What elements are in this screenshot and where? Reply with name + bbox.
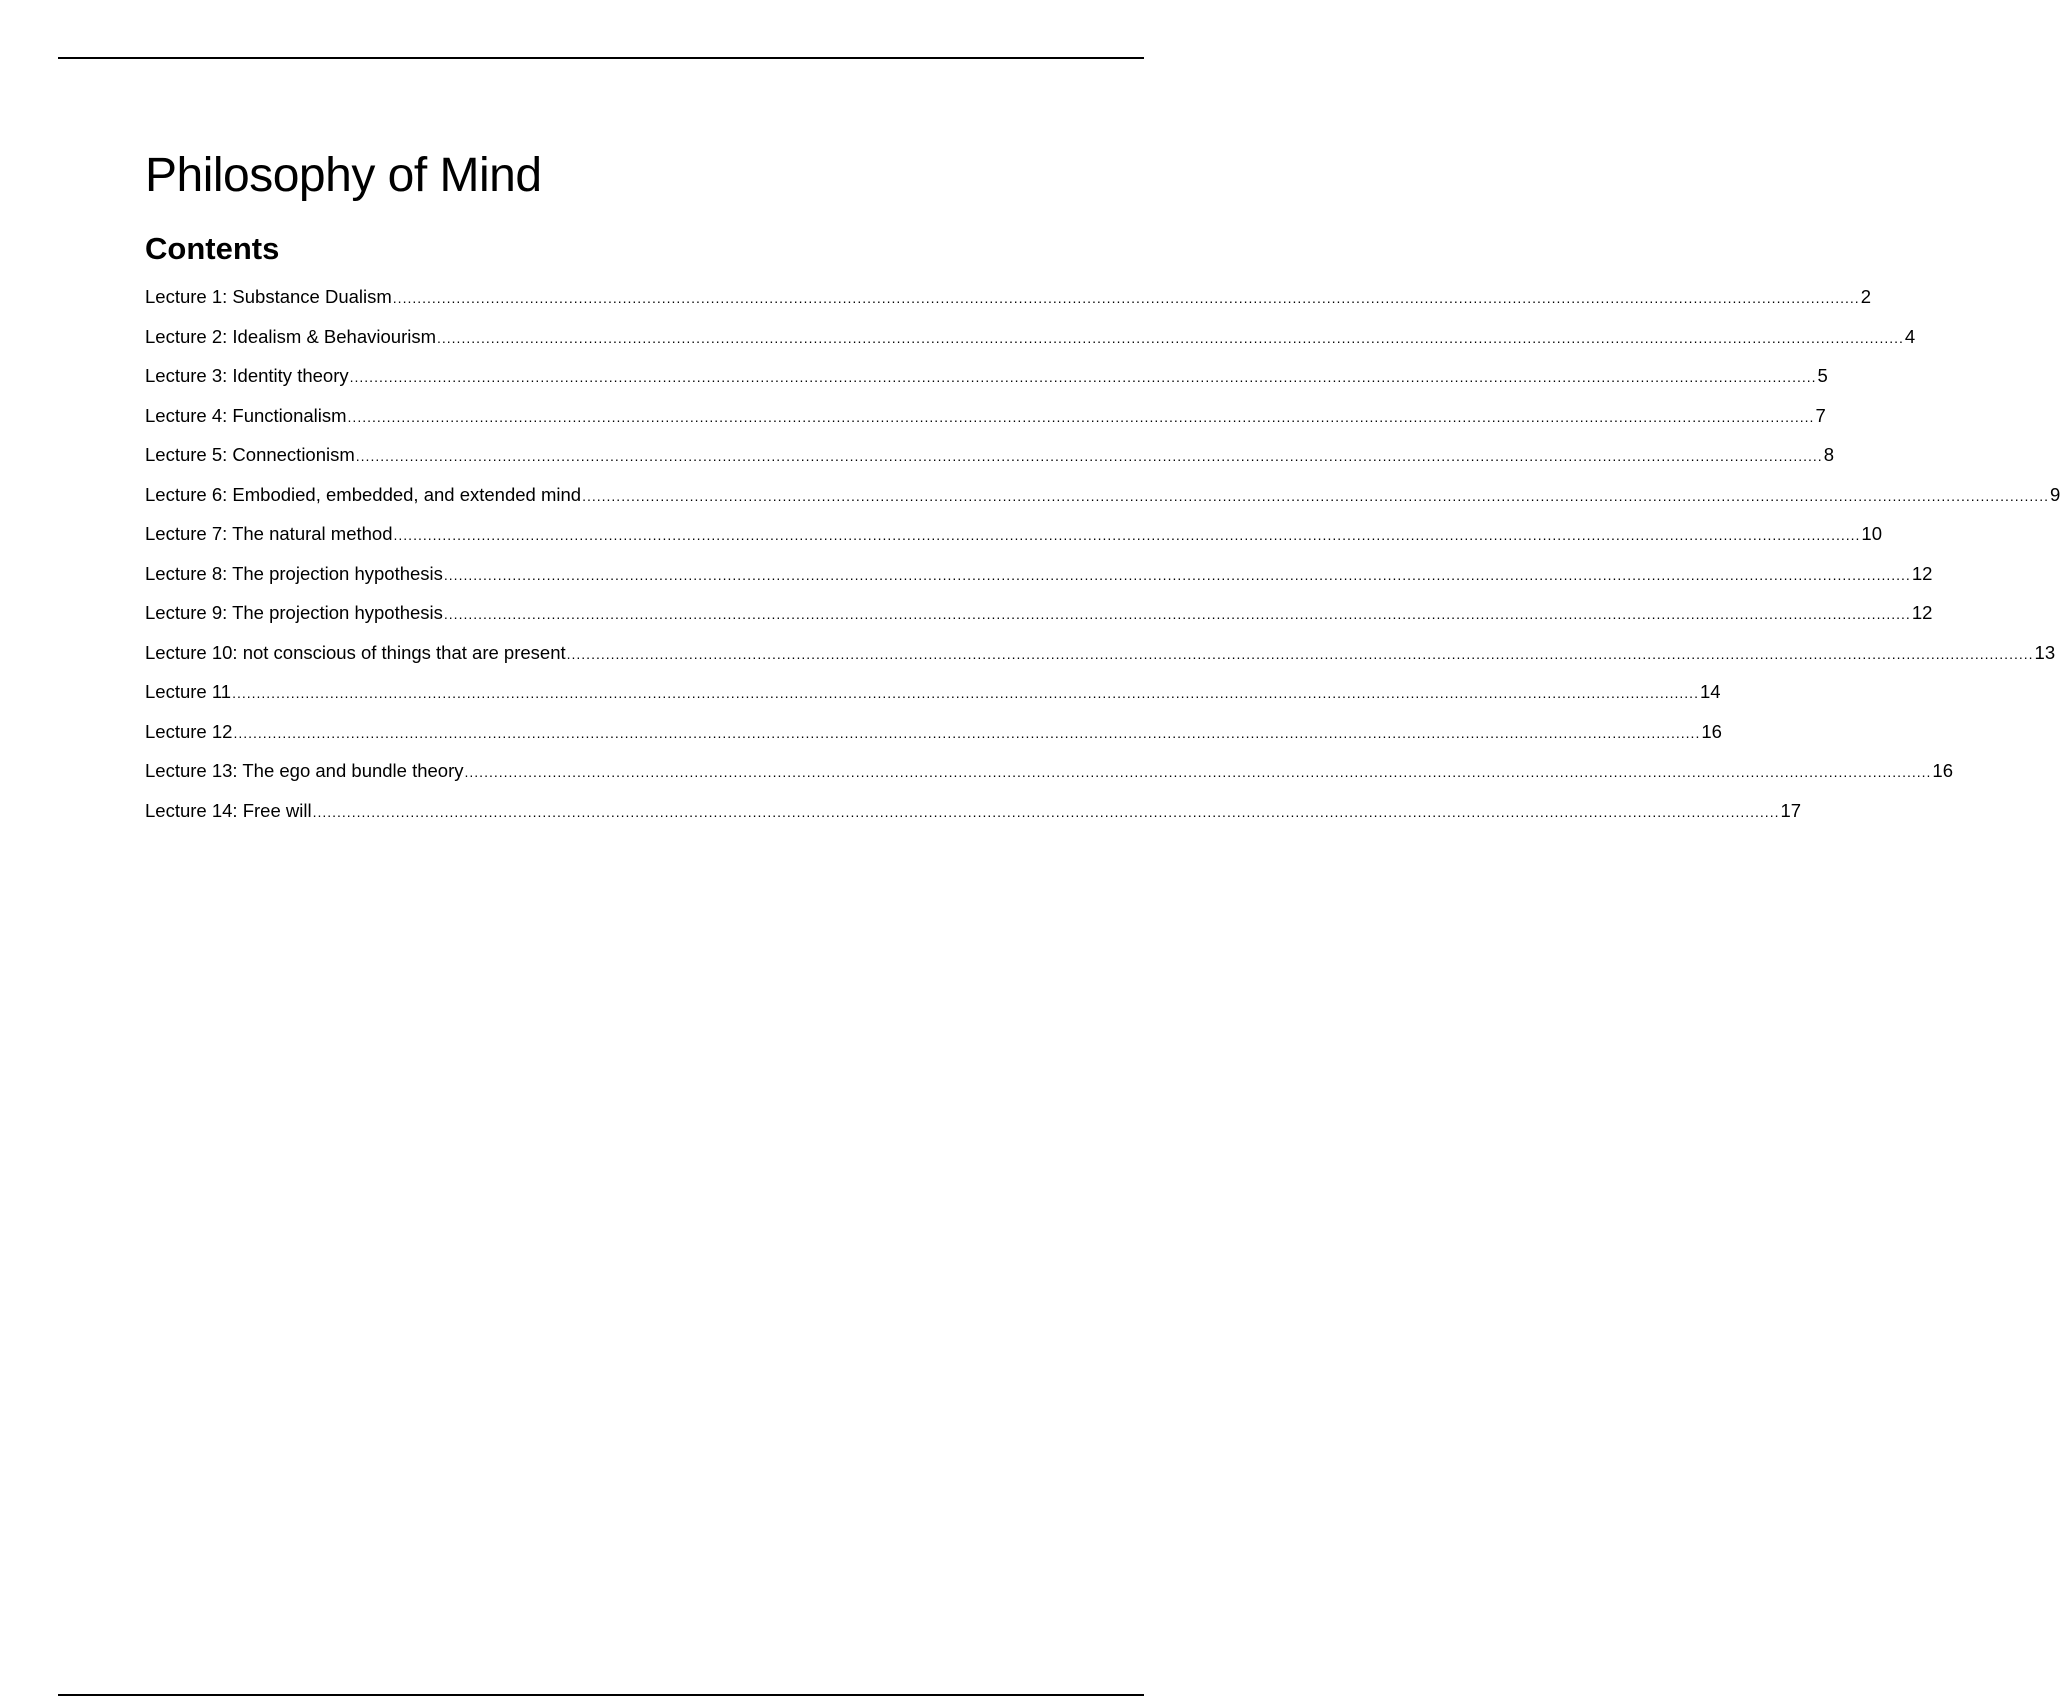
toc-dot-leader: ............................................................................................................................................................................................................................................................................................................ xyxy=(355,448,1823,464)
toc-entry-page: 9 xyxy=(2049,483,2060,505)
toc-entry-page: 14 xyxy=(1699,681,1721,702)
toc-entry-page: 5 xyxy=(1817,365,1828,386)
toc-entry[interactable] xyxy=(145,751,1953,791)
toc-dot-leader: ............................................................................................................................................................................................................................................................................................................ xyxy=(392,290,1860,306)
toc-entry[interactable] xyxy=(145,475,2060,515)
toc-entry-label: Lecture 6: Embodied, embedded, and extended mind xyxy=(145,483,582,505)
toc-entry-page: 8 xyxy=(1823,444,1834,465)
toc-dot-leader: ............................................................................................................................................................................................................................................................................................................ xyxy=(232,685,1699,701)
toc-entry-page: 4 xyxy=(1904,325,1916,347)
toc-entry-label: Lecture 13: The ego and bundle theory xyxy=(145,760,464,781)
toc-entry-label: Lecture 10: not conscious of things that are present xyxy=(145,641,566,663)
toc-dot-leader: ............................................................................................................................................................................................................................................................................................................ xyxy=(437,329,1904,346)
toc-entry-label: Lecture 3: Identity theory xyxy=(145,365,349,386)
toc-entry-label: Lecture 5: Connectionism xyxy=(145,444,355,465)
toc-entry-page: 16 xyxy=(1932,760,1953,781)
toc-entry[interactable] xyxy=(145,277,1871,317)
toc-entry[interactable] xyxy=(145,633,2056,673)
toc-entry-label: Lecture 8: The projection hypothesis xyxy=(145,562,443,584)
toc-entry-page: 17 xyxy=(1780,799,1802,821)
toc-entry[interactable] xyxy=(145,435,1834,475)
toc-entry[interactable] xyxy=(145,554,1933,594)
toc-entry-page: 13 xyxy=(2034,641,2056,663)
toc-entry[interactable] xyxy=(145,593,1933,633)
header-rule xyxy=(58,57,1144,59)
toc-entry-label: Lecture 11 xyxy=(145,681,232,702)
toc-dot-leader: ............................................................................................................................................................................................................................................................................................................ xyxy=(233,724,1701,741)
toc-entry[interactable] xyxy=(145,672,1721,712)
toc-dot-leader: ............................................................................................................................................................................................................................................................................................................ xyxy=(393,527,1861,543)
toc-entry-label: Lecture 12 xyxy=(145,720,233,742)
toc-entry-label: Lecture 4: Functionalism xyxy=(145,404,347,426)
toc-entry-page: 16 xyxy=(1701,720,1722,742)
toc-dot-leader: ............................................................................................................................................................................................................................................................................................................ xyxy=(582,487,2049,504)
toc-dot-leader: ............................................................................................................................................................................................................................................................................................................ xyxy=(443,566,1911,583)
toc-entry[interactable] xyxy=(145,791,1802,831)
contents-heading: Contents xyxy=(145,231,280,266)
toc-entry-label: Lecture 2: Idealism & Behaviourism xyxy=(145,325,436,347)
toc-entry[interactable] xyxy=(145,317,1916,357)
toc-entry-label: Lecture 1: Substance Dualism xyxy=(145,286,392,307)
toc-entry-page: 7 xyxy=(1815,404,1826,426)
toc-entry[interactable] xyxy=(145,712,1722,752)
toc-entry-page: 12 xyxy=(1911,602,1933,623)
toc-entry-page: 12 xyxy=(1911,562,1933,584)
toc-entry-page: 2 xyxy=(1860,286,1871,307)
toc-entry[interactable] xyxy=(145,514,1882,554)
toc-dot-leader: ............................................................................................................................................................................................................................................................................................................ xyxy=(312,803,1780,820)
toc-entry-label: Lecture 14: Free will xyxy=(145,799,312,821)
toc-entry-page: 10 xyxy=(1861,523,1882,544)
table-of-contents xyxy=(145,277,2060,830)
footer-rule xyxy=(58,1694,1144,1696)
toc-entry-label: Lecture 7: The natural method xyxy=(145,523,393,544)
toc-dot-leader: ............................................................................................................................................................................................................................................................................................................ xyxy=(347,408,1815,425)
toc-entry[interactable] xyxy=(145,356,1828,396)
toc-dot-leader: ............................................................................................................................................................................................................................................................................................................ xyxy=(349,369,1817,385)
toc-dot-leader: ............................................................................................................................................................................................................................................................................................................ xyxy=(464,764,1932,780)
toc-dot-leader: ............................................................................................................................................................................................................................................................................................................ xyxy=(443,606,1911,622)
document-title: Philosophy of Mind xyxy=(145,149,542,202)
toc-dot-leader: ............................................................................................................................................................................................................................................................................................................ xyxy=(566,645,2034,662)
toc-entry-label: Lecture 9: The projection hypothesis xyxy=(145,602,443,623)
toc-entry[interactable] xyxy=(145,396,1826,436)
